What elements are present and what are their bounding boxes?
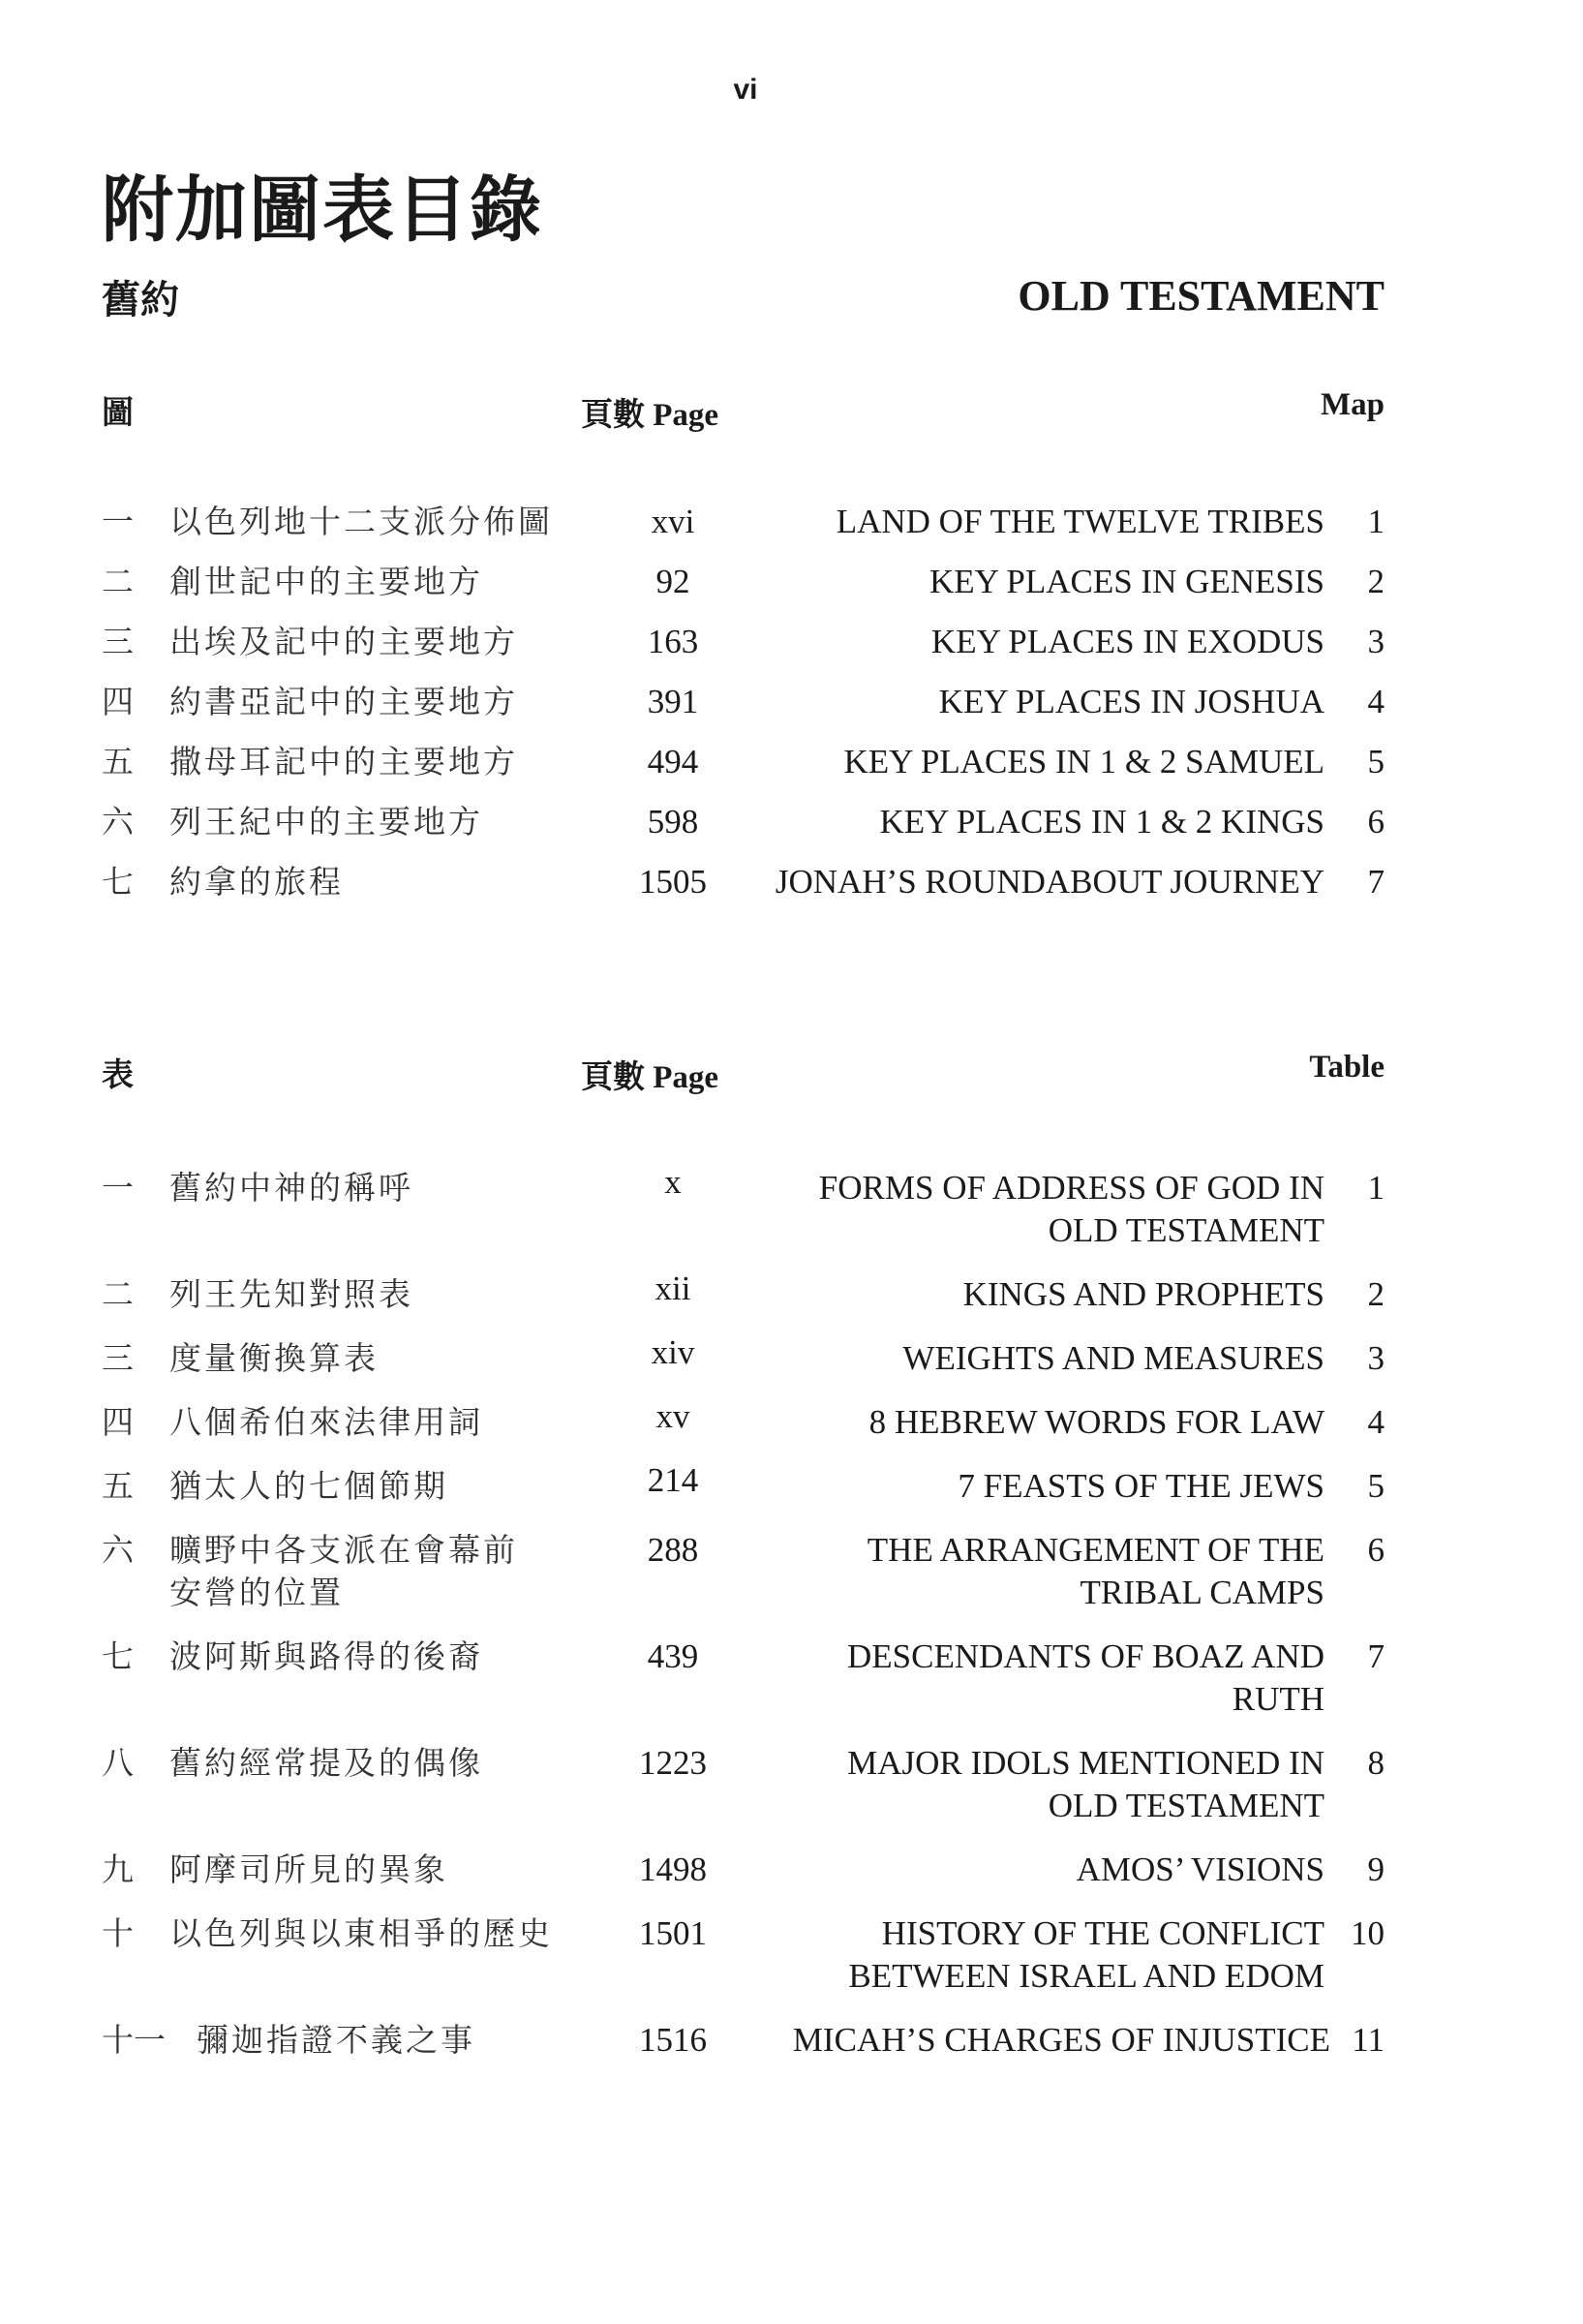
entry-title-en: WEIGHTS AND MEASURES bbox=[902, 1339, 1324, 1377]
testament-heading bbox=[102, 269, 1385, 327]
entry-number-zh: 五 bbox=[102, 743, 134, 780]
entry-number-zh: 七 bbox=[102, 1637, 134, 1675]
entry-page: 598 bbox=[647, 803, 699, 841]
maps-header-en: Map bbox=[1321, 387, 1385, 422]
list-item bbox=[102, 861, 1385, 921]
entry-page: 1223 bbox=[639, 1744, 707, 1782]
entry-title-zh-line-1: 曠野中各支派在會幕前 bbox=[169, 1531, 518, 1569]
entry-page: 494 bbox=[647, 743, 699, 780]
entry-title-en: MICAH’S CHARGES OF INJUSTICE bbox=[792, 2021, 1330, 2059]
entry-title-zh: 舊約中神的稱呼 bbox=[169, 1169, 413, 1207]
maps-header-page bbox=[581, 389, 718, 435]
list-item bbox=[102, 1742, 1385, 1849]
entry-title-en bbox=[731, 1912, 1340, 1998]
entry-page: 214 bbox=[647, 1461, 699, 1499]
entry-number: 3 bbox=[1367, 623, 1385, 660]
entry-number: 10 bbox=[1351, 1914, 1385, 1952]
entry-number-zh: 四 bbox=[102, 1403, 134, 1441]
entry-title-en-line-1: MAJOR IDOLS MENTIONED IN bbox=[847, 1744, 1324, 1782]
entry-title-en: AMOS’ VISIONS bbox=[1076, 1850, 1324, 1888]
entry-number: 4 bbox=[1367, 1403, 1385, 1441]
entry-number-zh: 九 bbox=[102, 1850, 134, 1888]
entry-page: 163 bbox=[647, 623, 699, 660]
list-item bbox=[102, 561, 1385, 621]
list-item bbox=[102, 1333, 1385, 1401]
tables-list bbox=[102, 1163, 1385, 2083]
entry-title-en: KEY PLACES IN EXODUS bbox=[930, 623, 1324, 660]
entry-title-zh: 約拿的旅程 bbox=[169, 863, 344, 901]
entry-number: 7 bbox=[1367, 1637, 1385, 1675]
entry-page: x bbox=[664, 1163, 682, 1201]
entry-title-en-line-1: FORMS OF ADDRESS OF GOD IN bbox=[818, 1169, 1324, 1207]
tables-header-zh: 表 bbox=[102, 1055, 134, 1093]
entry-number-zh: 八 bbox=[102, 1744, 134, 1782]
entry-number: 6 bbox=[1367, 1531, 1385, 1569]
entry-title-zh-line-2: 安營的位置 bbox=[169, 1574, 344, 1611]
list-item bbox=[102, 501, 1385, 561]
entry-page: 439 bbox=[647, 1637, 699, 1675]
entry-number: 11 bbox=[1352, 2021, 1385, 2059]
entry-number-zh: 二 bbox=[102, 1275, 134, 1313]
entry-title-en-line-2: RUTH bbox=[1232, 1680, 1324, 1718]
entry-page: 1505 bbox=[639, 863, 707, 901]
entry-title-en: 8 HEBREW WORDS FOR LAW bbox=[868, 1403, 1324, 1441]
entry-title-zh: 以色列地十二支派分佈圖 bbox=[169, 503, 553, 540]
list-item bbox=[102, 621, 1385, 681]
entry-page: 1516 bbox=[639, 2021, 707, 2059]
entry-number-zh: 一 bbox=[102, 1169, 134, 1207]
list-item bbox=[102, 1163, 1385, 1273]
list-item bbox=[102, 1461, 1385, 1529]
entry-number: 7 bbox=[1367, 863, 1385, 901]
list-item bbox=[102, 1636, 1385, 1742]
entry-title-en bbox=[731, 1636, 1340, 1721]
tables-section bbox=[102, 1050, 1385, 2083]
list-item bbox=[102, 1397, 1385, 1465]
tables-header-en: Table bbox=[1309, 1050, 1385, 1085]
entry-title-zh: 波阿斯與路得的後裔 bbox=[169, 1637, 483, 1675]
entry-number-zh: 三 bbox=[102, 1339, 134, 1377]
maps-list bbox=[102, 501, 1385, 921]
tables-header-page-en: Page bbox=[653, 1060, 719, 1095]
entry-page: xiv bbox=[651, 1333, 695, 1371]
entry-number-zh: 十一 bbox=[102, 2021, 166, 2059]
entry-title-en: KEY PLACES IN JOSHUA bbox=[938, 683, 1324, 720]
entry-title-en-line-1: HISTORY OF THE CONFLICT bbox=[881, 1914, 1324, 1952]
entry-number: 3 bbox=[1367, 1339, 1385, 1377]
entry-number-zh: 五 bbox=[102, 1467, 134, 1505]
entry-number-zh: 四 bbox=[102, 683, 134, 720]
tables-header-page-zh: 頁數 bbox=[581, 1057, 645, 1095]
tables-header bbox=[102, 1050, 1385, 1098]
list-item bbox=[102, 1849, 1385, 1912]
entry-number: 8 bbox=[1367, 1744, 1385, 1782]
entry-number-zh: 三 bbox=[102, 623, 134, 660]
entry-number-zh: 十 bbox=[102, 1914, 134, 1952]
entry-page: xv bbox=[655, 1397, 690, 1435]
entry-title-zh: 猶太人的七個節期 bbox=[169, 1467, 448, 1505]
page-number: vi bbox=[733, 74, 758, 106]
entry-page: 391 bbox=[647, 683, 699, 720]
entry-page: 92 bbox=[655, 563, 690, 600]
entry-title-en-line-1: THE ARRANGEMENT OF THE bbox=[867, 1531, 1324, 1569]
page-title: 附加圖表目錄 bbox=[102, 168, 543, 252]
entry-number-zh: 一 bbox=[102, 503, 134, 540]
testament-title-en: OLD TESTAMENT bbox=[1018, 272, 1385, 320]
entry-title-zh: 度量衡換算表 bbox=[169, 1339, 379, 1377]
entry-number: 9 bbox=[1367, 1850, 1385, 1888]
entry-number: 5 bbox=[1367, 743, 1385, 780]
entry-page: xvi bbox=[651, 503, 695, 540]
entry-title-en: KEY PLACES IN GENESIS bbox=[928, 563, 1324, 600]
entry-title-zh: 撒母耳記中的主要地方 bbox=[169, 743, 518, 780]
entry-title-zh: 以色列與以東相爭的歷史 bbox=[169, 1914, 553, 1952]
entry-title-en-line-1: DESCENDANTS OF BOAZ AND bbox=[847, 1637, 1324, 1675]
entry-title-zh: 列王紀中的主要地方 bbox=[169, 803, 483, 841]
entry-title-zh: 彌迦指證不義之事 bbox=[197, 2021, 475, 2059]
maps-header bbox=[102, 387, 1385, 436]
list-item bbox=[102, 741, 1385, 801]
list-item bbox=[102, 1529, 1385, 1636]
entry-title-zh: 八個希伯來法律用詞 bbox=[169, 1403, 483, 1441]
entry-title-zh: 出埃及記中的主要地方 bbox=[169, 623, 518, 660]
entry-title-en: KEY PLACES IN 1 & 2 KINGS bbox=[879, 803, 1324, 841]
entry-page: 288 bbox=[647, 1531, 699, 1569]
list-item bbox=[102, 2019, 1385, 2083]
entry-title-en: KINGS AND PROPHETS bbox=[962, 1275, 1324, 1313]
entry-title-zh bbox=[169, 1529, 615, 1614]
maps-section bbox=[102, 387, 1385, 921]
entry-title-en: JONAH’S ROUNDABOUT JOURNEY bbox=[775, 863, 1324, 901]
entry-title-en-line-2: TRIBAL CAMPS bbox=[1080, 1574, 1324, 1611]
entry-number: 4 bbox=[1367, 683, 1385, 720]
entry-number-zh: 二 bbox=[102, 563, 134, 600]
list-item bbox=[102, 681, 1385, 741]
entry-number-zh: 六 bbox=[102, 1531, 134, 1569]
tables-header-page bbox=[581, 1052, 718, 1097]
entry-title-en: 7 FEASTS OF THE JEWS bbox=[958, 1467, 1324, 1505]
list-item bbox=[102, 1269, 1385, 1337]
entry-title-en bbox=[731, 1529, 1340, 1614]
entry-title-en bbox=[731, 1167, 1340, 1252]
testament-title-zh: 舊約 bbox=[102, 277, 179, 322]
entry-page: xii bbox=[655, 1269, 691, 1307]
entry-title-en: KEY PLACES IN 1 & 2 SAMUEL bbox=[843, 743, 1324, 780]
entry-title-en bbox=[731, 1742, 1340, 1827]
entry-title-zh: 列王先知對照表 bbox=[169, 1275, 413, 1313]
list-item bbox=[102, 1912, 1385, 2019]
entry-title-zh: 約書亞記中的主要地方 bbox=[169, 683, 518, 720]
entry-number: 2 bbox=[1367, 563, 1385, 600]
entry-number-zh: 七 bbox=[102, 863, 134, 901]
maps-header-page-en: Page bbox=[653, 398, 719, 433]
entry-number: 1 bbox=[1367, 1169, 1385, 1207]
entry-number: 5 bbox=[1367, 1467, 1385, 1505]
entry-title-zh: 創世記中的主要地方 bbox=[169, 563, 483, 600]
maps-header-page-zh: 頁數 bbox=[581, 395, 645, 433]
entry-number: 6 bbox=[1367, 803, 1385, 841]
entry-number: 1 bbox=[1367, 503, 1385, 540]
list-item bbox=[102, 801, 1385, 861]
entry-number: 2 bbox=[1367, 1275, 1385, 1313]
maps-header-zh: 圖 bbox=[102, 393, 134, 431]
entry-number-zh: 六 bbox=[102, 803, 134, 841]
entry-page: 1501 bbox=[639, 1914, 707, 1952]
entry-title-en-line-2: OLD TESTAMENT bbox=[1048, 1211, 1324, 1249]
entry-page: 1498 bbox=[639, 1850, 707, 1888]
entry-title-zh: 舊約經常提及的偶像 bbox=[169, 1744, 483, 1782]
entry-title-en: LAND OF THE TWELVE TRIBES bbox=[836, 503, 1324, 540]
entry-title-en-line-2: OLD TESTAMENT bbox=[1048, 1787, 1324, 1824]
entry-title-en-line-2: BETWEEN ISRAEL AND EDOM bbox=[848, 1957, 1324, 1995]
entry-title-zh: 阿摩司所見的異象 bbox=[169, 1850, 448, 1888]
